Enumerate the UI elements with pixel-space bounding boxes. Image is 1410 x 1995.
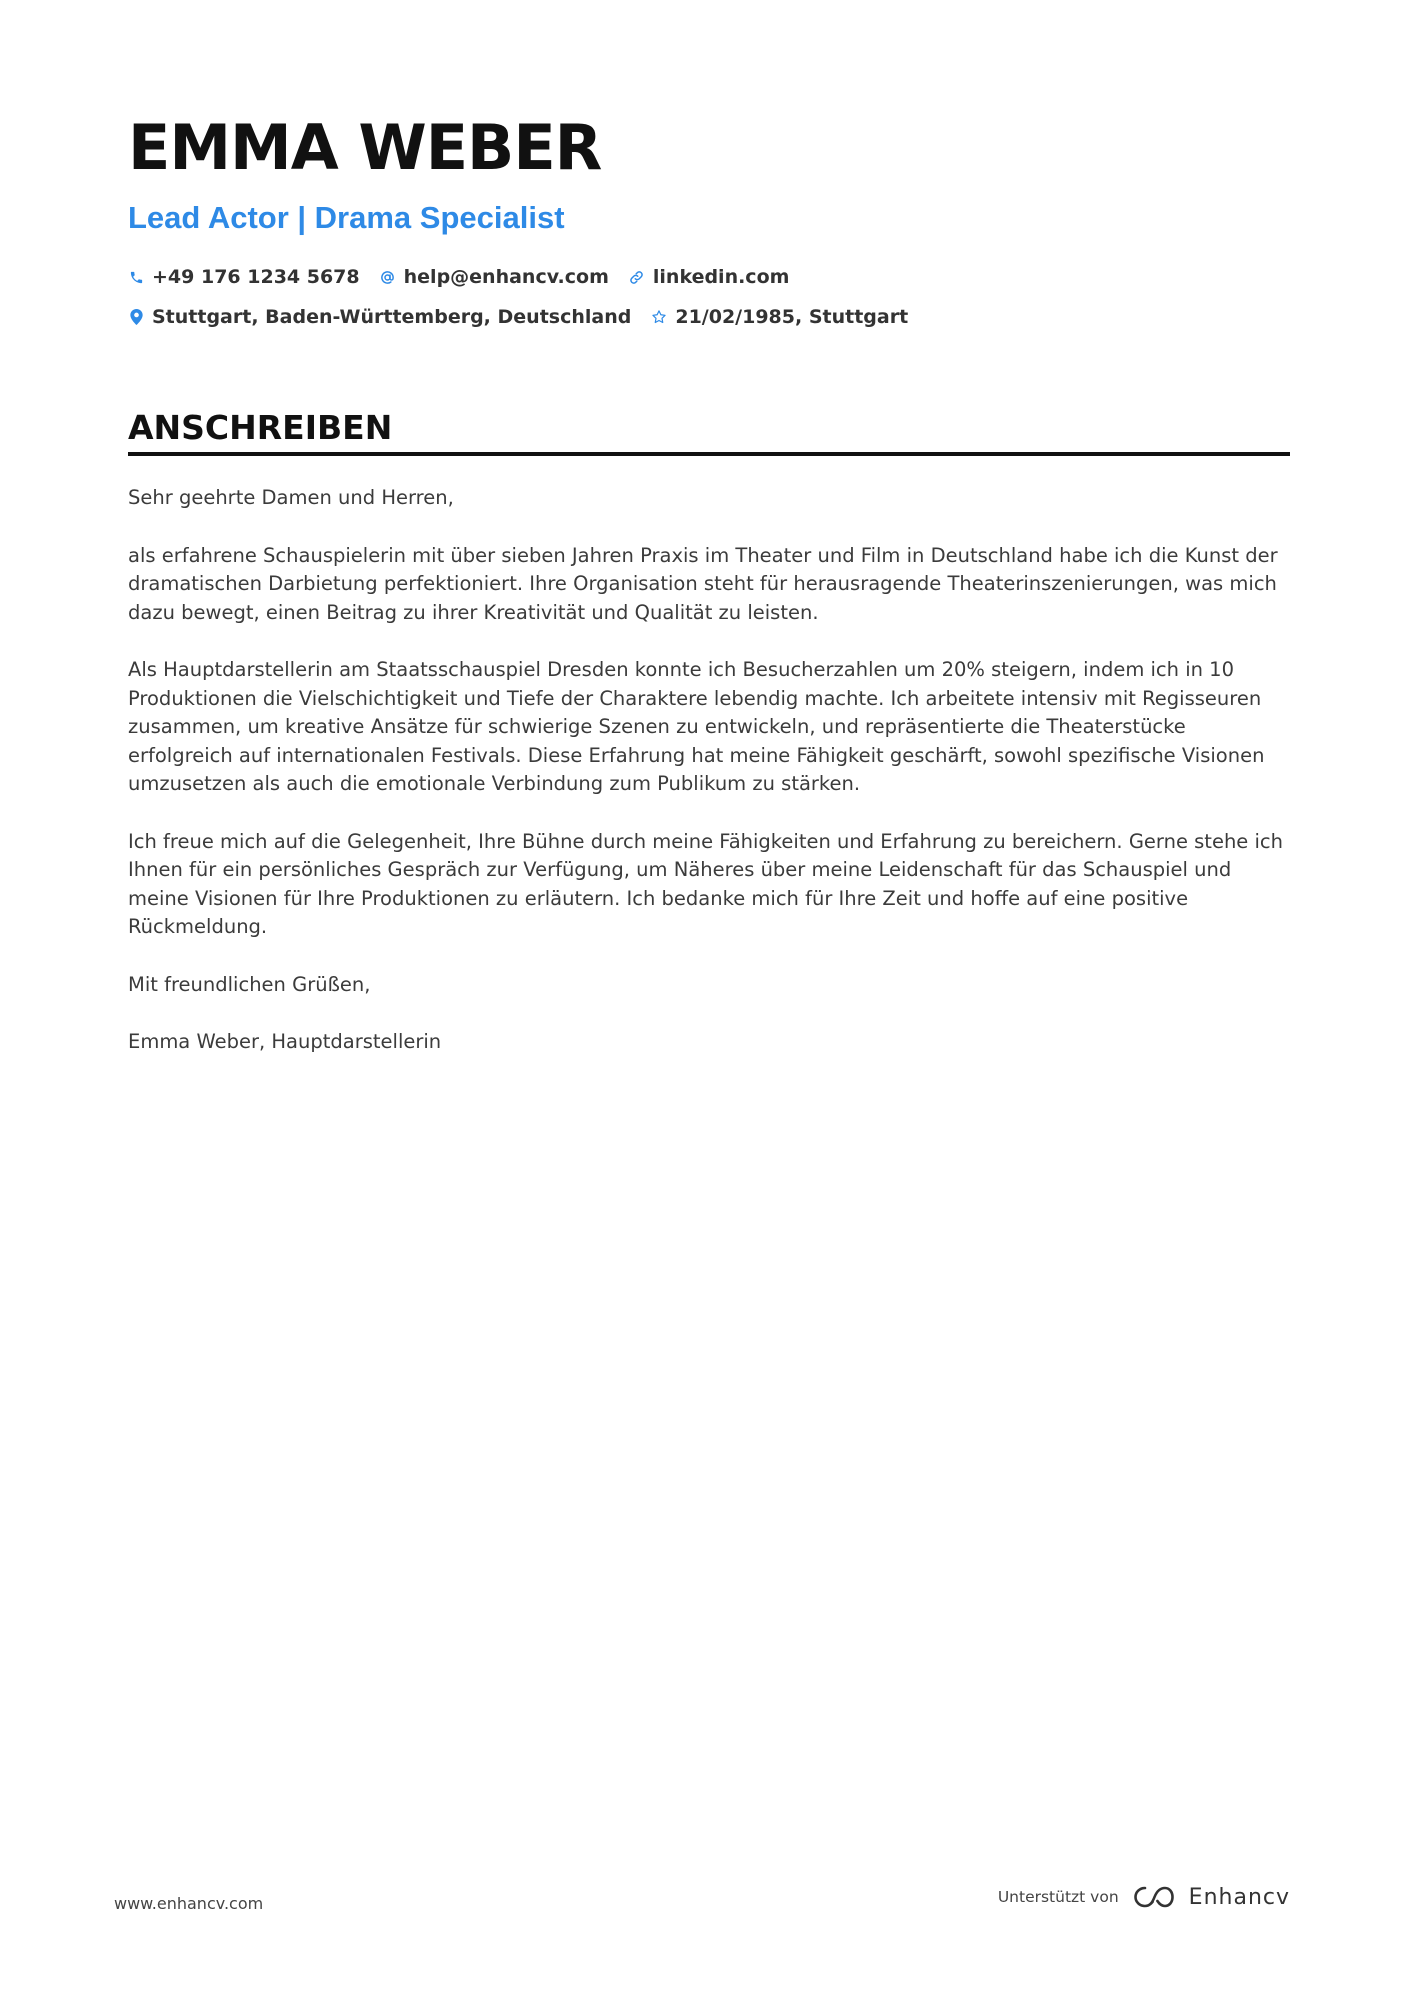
contact-phone xyxy=(128,264,360,290)
letter-signature: Emma Weber, Hauptdarstellerin xyxy=(128,1030,442,1053)
letter-closing: Mit freundlichen Grüßen, xyxy=(128,972,371,996)
contact-location-text: Stuttgart, Baden-Württemberg, Deutschland xyxy=(152,306,632,328)
location-pin-icon xyxy=(128,309,144,325)
contact-linkedin[interactable] xyxy=(629,264,790,290)
cover-letter-section xyxy=(128,408,1290,1086)
brand-name: Enhancv xyxy=(1188,1884,1290,1910)
section-title: ANSCHREIBEN xyxy=(128,408,393,447)
phone-icon xyxy=(128,269,144,285)
at-icon xyxy=(380,269,396,285)
enhancv-logo-icon xyxy=(1131,1884,1177,1910)
letter-body xyxy=(128,484,1290,1057)
letter-paragraph: als erfahrene Schauspielerin mit über sieben Jahren Praxis im Theater und Film in Deutschland habe ich die Kunst der dramatischen Darbietung perfektioniert. Ihre Organisation steht für herausragende Theaterinszenierungen, was mich dazu bewegt, einen Beitrag zu ihrer Kreativität und Qualität zu leisten. xyxy=(128,543,1278,624)
letter-paragraph: Ich freue mich auf die Gelegenheit, Ihre Bühne durch meine Fähigkeiten und Erfahrung zu bereichern. Gerne stehe ich Ihnen für ein persönliches Gespräch zur Verfügung, um Näheres über meine Leidenschaft für das Schauspiel und meine Visionen für Ihre Produktionen zu erläutern. Ich bedanke mich für Ihre Zeit und hoffe auf eine positive Rückmeldung. xyxy=(128,829,1284,938)
contact-linkedin-text: linkedin.com xyxy=(652,266,790,288)
link-icon xyxy=(629,269,645,285)
contact-list xyxy=(128,264,1288,330)
contact-phone-text: +49 176 1234 5678 xyxy=(152,266,360,288)
letter-paragraph: Als Hauptdarstellerin am Staatsschauspiel Dresden konnte ich Besucherzahlen um 20% steigern, indem ich in 10 Produktionen die Vielschichtigkeit und Tiefe der Charaktere lebendig machte. Ich arbeitete intensiv mit Regisseuren zusammen, um kreative Ansätze für schwierige Szenen zu entwickeln, und repräsentierte die Theaterstücke erfolgreich auf internationalen Festivals. Diese Erfahrung hat meine Fähigkeit geschärft, sowohl spezifische Visionen umzusetzen als auch die emotionale Verbindung zum Publikum zu stärken. xyxy=(128,658,1265,795)
section-divider xyxy=(128,452,1290,456)
letter-salutation: Sehr geehrte Damen und Herren, xyxy=(128,486,454,509)
contact-birth-text: 21/02/1985, Stuttgart xyxy=(675,306,909,328)
applicant-name: EMMA WEBER xyxy=(128,111,602,184)
footer-website[interactable]: www.enhancv.com xyxy=(114,1894,264,1913)
contact-email[interactable] xyxy=(380,264,609,290)
header xyxy=(128,112,1288,330)
job-title: Lead Actor | Drama Specialist xyxy=(128,200,565,235)
contact-birth xyxy=(651,304,908,330)
powered-by-label: Unterstützt von xyxy=(997,1888,1119,1906)
contact-email-text: help@enhancv.com xyxy=(403,266,609,288)
contact-location xyxy=(128,304,631,330)
star-icon xyxy=(651,309,667,325)
footer-branding xyxy=(998,1884,1290,1910)
